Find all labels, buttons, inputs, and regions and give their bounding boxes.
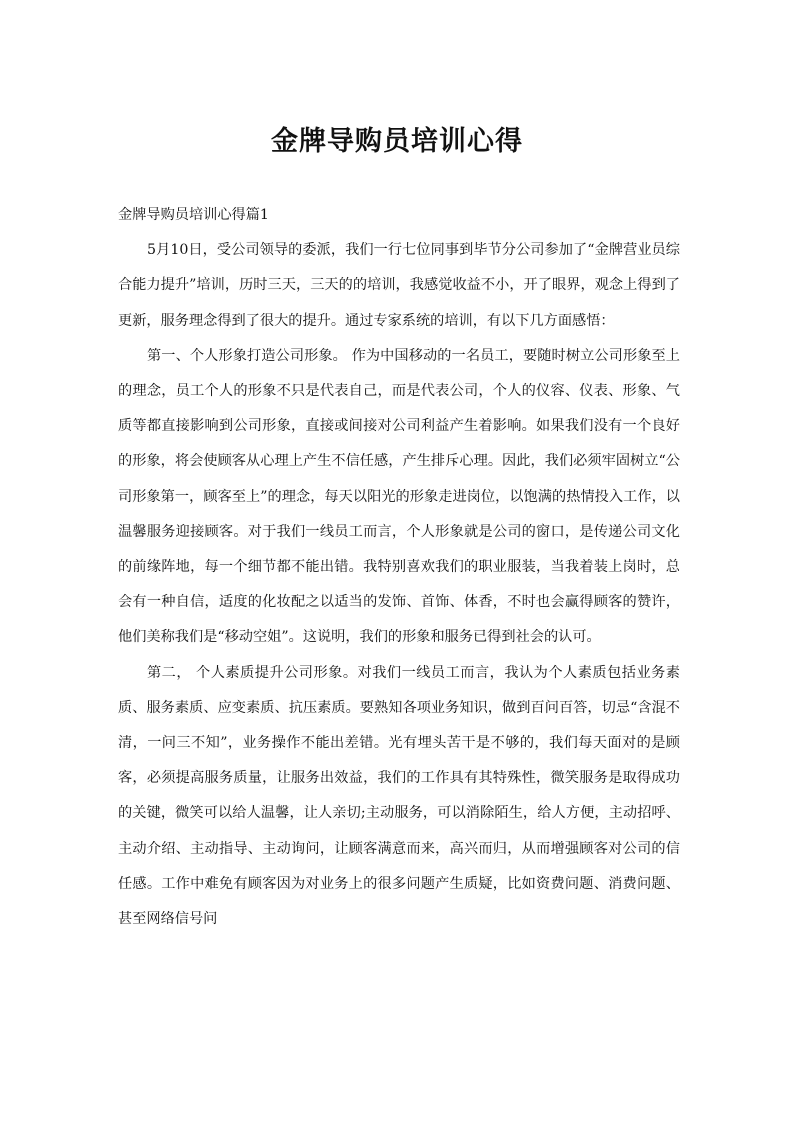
section-heading: 金牌导购员培训心得篇1 xyxy=(118,207,269,223)
document-title: 金牌导购员培训心得 xyxy=(271,126,523,157)
paragraph-2: 第一、个人形象打造公司形象。 作为中国移动的一名员工，要随时树立公司形象至上的理念，员工个人的形象不只是代表自己，而是代表公司，个人的仪容、仪表、形象、气质等都直接影响到公司形象，直接或间接对公司利益产生着影响。如果我们没有一个良好的形象，将会使顾客从心理上产生不信任感，产生排斥心理。因此，我们必须牢固树立“公司形象第一，顾客至上”的理念，每天以阳光的形象走进岗位，以饱满的热情投入工作，以温馨服务迎接顾客。对于我们一线员工而言，个人形象就是公司的窗口，是传递公司文化的前缘阵地，每一个细节都不能出错。我特别喜欢我们的职业服装，当我着装上岗时，总会有一种自信，适度的化妆配之以适当的发饰、首饰、体香，不时也会赢得顾客的赞许，他们美称我们是“移动空姐”。这说明，我们的形象和服务已得到社会的认可。 xyxy=(118,347,680,646)
paragraph-1: 5月10日，受公司领导的委派，我们一行七位同事到毕节分公司参加了“金牌营业员综合能力提升”培训，历时三天，三天的的培训，我感觉收益不小，开了眼界，观念上得到了更新，服务理念得到了很大的提升。通过专家系统的培训，有以下几方面感悟： xyxy=(118,242,680,329)
paragraph-3: 第二， 个人素质提升公司形象。对我们一线员工而言，我认为个人素质包括业务素质、服务素质、应变素质、抗压素质。要熟知各项业务知识，做到百问百答，切忌“含混不清，一问三不知”，业务操作不能出差错。光有埋头苦干是不够的，我们每天面对的是顾客，必须提高服务质量，让服务出效益，我们的工作具有其特殊性，微笑服务是取得成功的关键，微笑可以给人温馨，让人亲切;主动服务，可以消除陌生，给人方便，主动招呼、主动介绍、主动指导、主动询问，让顾客满意而来，高兴而归，从而增强顾客对公司的信任感。工作中难免有顾客因为对业务上的很多问题产生质疑，比如资费问题、消费问题、甚至网络信号问 xyxy=(118,664,680,928)
document-body xyxy=(118,198,680,937)
